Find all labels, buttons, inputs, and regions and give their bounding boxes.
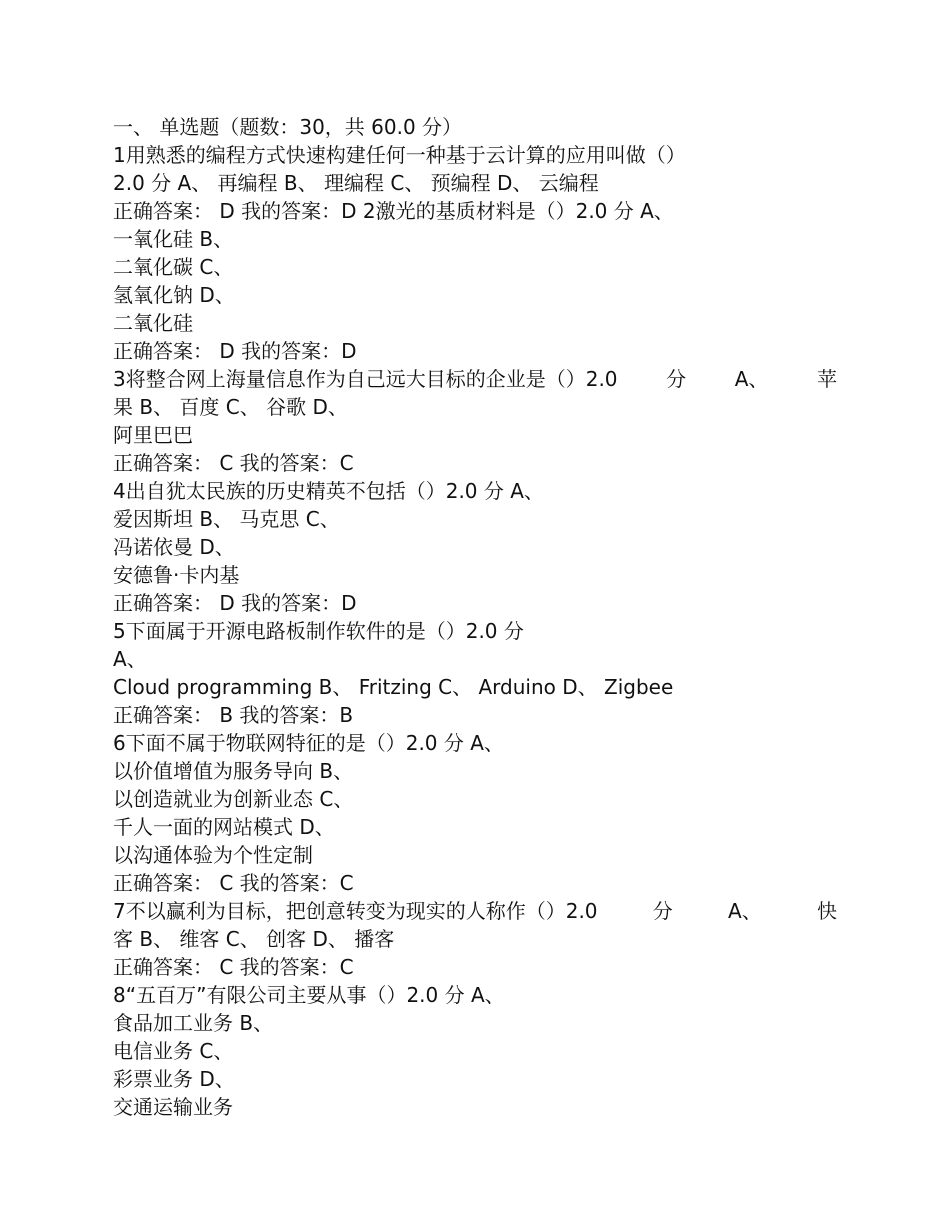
question-4-option-c: 冯诺依曼 D、 [113, 535, 235, 559]
question-2-option-d: 二氧化硅 [113, 311, 193, 335]
question-4-option-d: 安德鲁·卡内基 [113, 563, 240, 587]
question-5-stem: 5下面属于开源电路板制作软件的是（）2.0 分 [113, 619, 524, 643]
question-2-option-c: 氢氧化钠 D、 [113, 283, 235, 307]
question-7-answer: 正确答案： C 我的答案：C [113, 955, 354, 979]
question-2-answer: 正确答案： D 我的答案：D [113, 339, 357, 363]
question-5-answer: 正确答案： B 我的答案：B [113, 703, 354, 727]
question-5-options: Cloud programming B、 Fritzing C、 Arduino D、 Zigbee [113, 675, 674, 699]
question-8-option-d: 交通运输业务 [113, 1095, 233, 1119]
question-3-option-d: 阿里巴巴 [113, 423, 193, 447]
question-1-answer-and-question-2-stem: 正确答案： D 我的答案：D 2激光的基质材料是（）2.0 分 A、 [113, 199, 674, 223]
question-4-stem: 4出自犹太民族的历史精英不包括（）2.0 分 A、 [113, 479, 544, 503]
question-3-option-a-start: 苹 [817, 367, 837, 391]
question-4-answer: 正确答案： D 我的答案：D [113, 591, 357, 615]
question-2-option-a: 一氧化硅 B、 [113, 227, 234, 251]
section-heading: 一、 单选题（题数：30，共 60.0 分） [113, 115, 463, 139]
question-6-option-c: 千人一面的网站模式 D、 [113, 815, 335, 839]
question-7-stem-text: 7不以赢利为目标，把创意转变为现实的人称作（）2.0 [113, 899, 598, 923]
question-6-answer: 正确答案： C 我的答案：C [113, 871, 354, 895]
question-6-option-a: 以价值增值为服务导向 B、 [113, 759, 354, 783]
question-3-score-unit: 分 [666, 367, 687, 391]
question-1-stem: 1用熟悉的编程方式快速构建任何一种基于云计算的应用叫做（） [113, 143, 686, 167]
question-1-options: 2.0 分 A、 再编程 B、 理编程 C、 预编程 D、 云编程 [113, 171, 599, 195]
question-6-stem: 6下面不属于物联网特征的是（）2.0 分 A、 [113, 731, 504, 755]
question-6-option-d: 以沟通体验为个性定制 [113, 843, 313, 867]
question-8-stem: 8“五百万”有限公司主要从事（）2.0 分 A、 [113, 983, 505, 1007]
question-7-option-a-marker: A、 [728, 899, 762, 923]
question-8-option-c: 彩票业务 D、 [113, 1067, 235, 1091]
question-5-option-a-marker: A、 [113, 647, 147, 671]
question-3-option-a-marker: A、 [734, 367, 769, 391]
question-4-options-ab: 爱因斯坦 B、 马克思 C、 [113, 507, 340, 531]
question-2-option-b: 二氧化碳 C、 [113, 255, 234, 279]
question-7-score-unit: 分 [652, 899, 673, 923]
question-3-stem-text: 3将整合网上海量信息作为自己远大目标的企业是（）2.0 [113, 367, 618, 391]
question-3-answer: 正确答案： C 我的答案：C [113, 451, 354, 475]
question-8-option-a: 食品加工业务 B、 [113, 1011, 274, 1035]
question-8-option-b: 电信业务 C、 [113, 1039, 234, 1063]
question-6-option-b: 以创造就业为创新业态 C、 [113, 787, 354, 811]
document-body [113, 113, 837, 1121]
question-7-option-a-start: 快 [816, 899, 837, 923]
question-7-options: 客 B、 维客 C、 创客 D、 播客 [113, 927, 395, 951]
question-3-options: 果 B、 百度 C、 谷歌 D、 [113, 395, 348, 419]
question-7-stem [113, 897, 837, 925]
question-3-stem [113, 365, 837, 393]
